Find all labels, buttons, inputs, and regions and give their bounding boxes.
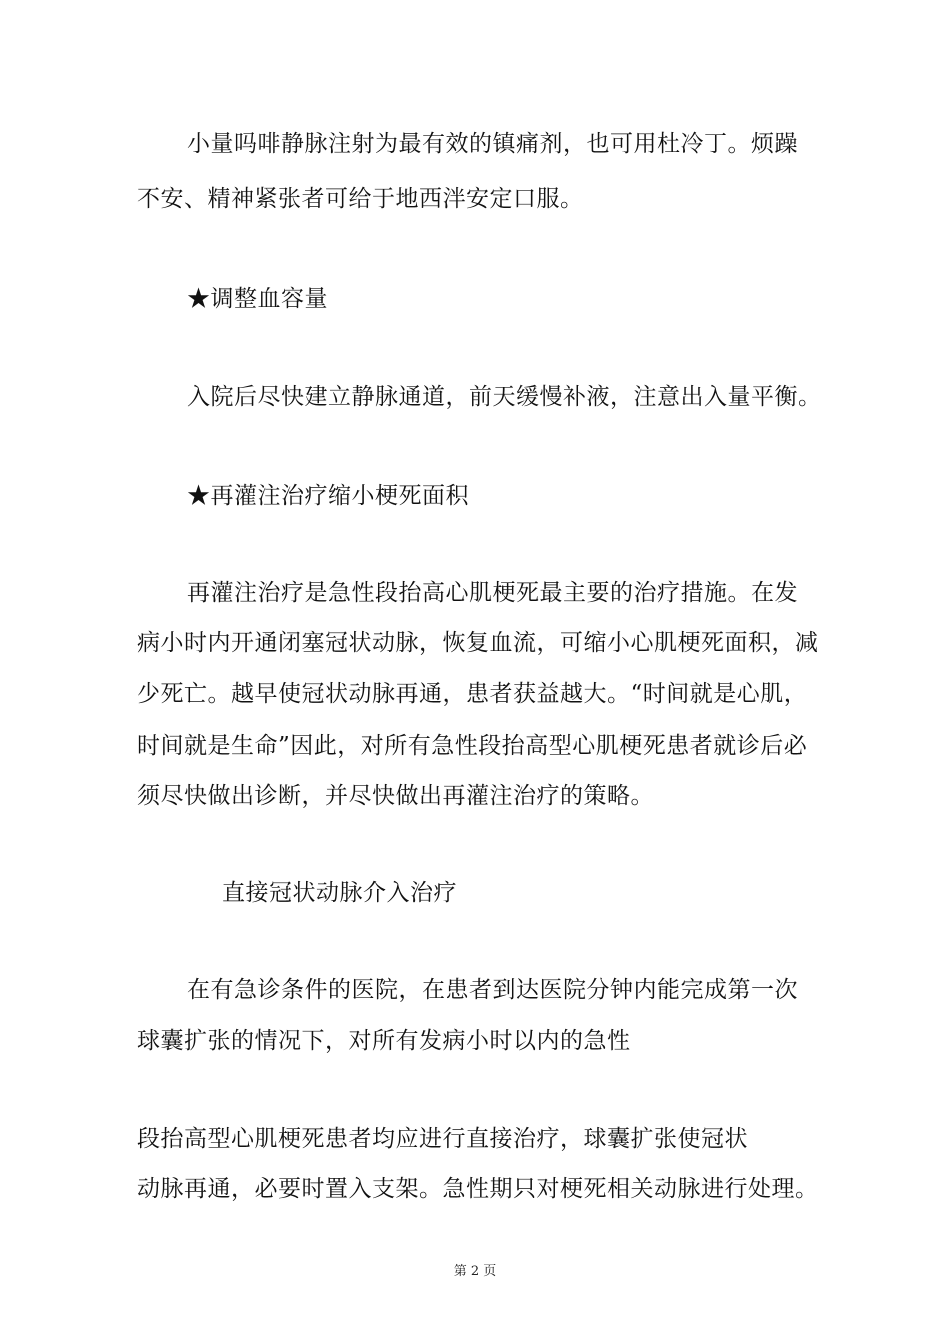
paragraph-line: 段抬高型心肌梗死患者均应进行直接治疗，球囊扩张使冠状 xyxy=(137,1126,748,1152)
paragraph-line: 入院后尽快建立静脉通道，前天缓慢补液，注意出入量平衡。 xyxy=(187,384,822,410)
section-heading: ★再灌注治疗缩小梗死面积 xyxy=(187,483,469,509)
paragraph-line: 时间就是生命”因此，对所有急性段抬高型心肌梗死患者就诊后必 xyxy=(137,733,808,759)
paragraph-line: 须尽快做出诊断，并尽快做出再灌注治疗的策略。 xyxy=(137,783,654,809)
paragraph-line: 少死亡。越早使冠状动脉再通，患者获益越大。“时间就是心肌， xyxy=(137,681,808,707)
paragraph-line: 在有急诊条件的医院，在患者到达医院分钟内能完成第一次 xyxy=(187,977,798,1003)
paragraph-line: 病小时内开通闭塞冠状动脉，恢复血流，可缩小心肌梗死面积，减 xyxy=(137,630,819,656)
paragraph-line: 球囊扩张的情况下，对所有发病小时以内的急性 xyxy=(137,1028,631,1054)
section-heading: ★调整血容量 xyxy=(187,286,328,312)
paragraph-line: 再灌注治疗是急性段抬高心肌梗死最主要的治疗措施。在发 xyxy=(187,580,798,606)
section-heading: 直接冠状动脉介入治疗 xyxy=(222,880,457,906)
page-number: 第 2 页 xyxy=(453,1264,497,1279)
paragraph-line: 不安、精神紧张者可给于地西泮安定口服。 xyxy=(137,186,584,212)
paragraph-line: 小量吗啡静脉注射为最有效的镇痛剂，也可用杜冷丁。烦躁 xyxy=(187,131,798,157)
paragraph-line: 动脉再通，必要时置入支架。急性期只对梗死相关动脉进行处理。 xyxy=(137,1176,819,1202)
